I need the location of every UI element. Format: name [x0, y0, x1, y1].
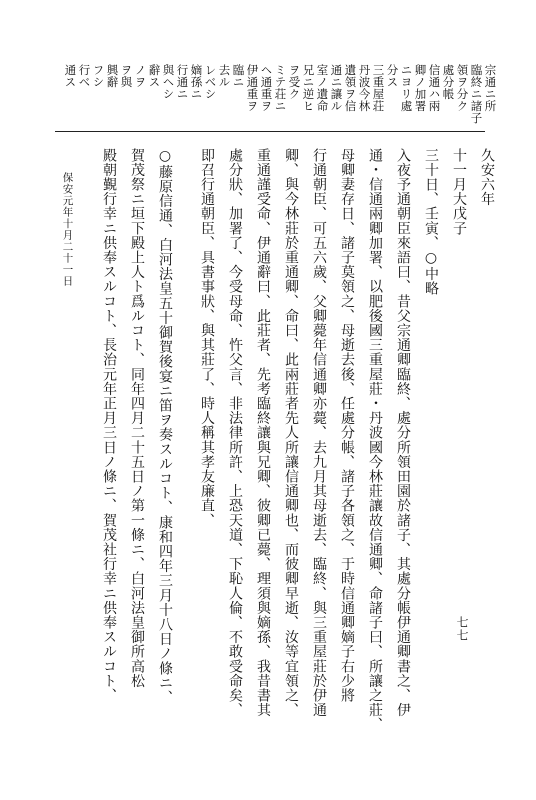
header-annotation: 通ス — [63, 64, 78, 88]
header-annotation: ノヲ — [133, 64, 148, 88]
header-annotation: 臨終ニ諸子 — [469, 64, 484, 124]
text-line-note: 賀茂祭ニ垣下殿上人ト爲ルコト、同年四月二十五日ノ第一條ニ、白河法皇御所高松 — [129, 148, 145, 689]
header-annotation: 處分帳 — [441, 64, 456, 100]
header-annotation: 卿ノ加署 — [413, 64, 428, 112]
header-annotation: ミテ荘ニ — [273, 64, 288, 112]
page-number: 七七 — [455, 616, 469, 642]
header-annotation: 遺領ヲ信 — [343, 64, 358, 112]
header-annotation: 宗通ニ所 — [483, 64, 498, 112]
header-annotation: 通ニ讓ル — [329, 64, 344, 112]
header-annotation: ヲ與 — [119, 64, 134, 88]
header-annotation: ニヨリ處 — [399, 64, 414, 112]
header-annotation: 室ノ遺命 — [315, 64, 330, 112]
text-line-note: 殿朝覲行幸ニ供奉スルコト、長治元年正月三日ノ條ニ、賀茂社行幸ニ供奉スルコト、 — [101, 148, 117, 703]
text-line: 通・信通兩卿加署、以肥後國三重屋莊・丹波國今林莊讓故信通卿、命諸子曰、所讓之莊、 — [367, 148, 383, 732]
text-line: 處分狀、加署了、今受母命、忤父言、非法律所許、上恐天道、下恥人倫、不敢受命矣、 — [227, 148, 243, 718]
header-annotation: 領ヲ分ク — [455, 64, 470, 112]
text-line-month: 十一月大戊子 — [451, 148, 467, 236]
header-annotation: 兄ニ逆ヒ — [301, 64, 316, 112]
text-line: 母卿妻存日、諸子莫領之、母逝去後、任處分帳、諸子各領之、于時信通卿嫡子右少將 — [339, 148, 355, 703]
header-annotation: ヘ通重ヲ — [259, 64, 274, 112]
text-line-note: ○藤原信通、白河法皇五十御賀後宴ニ笛ヲ奏スルコト、康和四年三月十八日ノ條ニ、 — [157, 148, 173, 705]
text-line: 卿、與今林莊於重通卿、命曰、此兩莊者先人所讓信通卿也、而彼卿早逝、汝等宜領之、 — [283, 148, 299, 718]
header-annotation: 伊通重ヲ — [245, 64, 260, 112]
text-line: 行通朝臣、可五六歲、父卿薨年信通卿亦薨、去九月其母逝去、臨終、與三重屋莊於伊通 — [311, 148, 327, 718]
header-annotation: 臨ニ — [231, 64, 246, 88]
header-annotation: 信通ハ兩 — [427, 64, 442, 112]
text-line: 即召行通朝臣、具書事狀、與其莊了、時人稱其孝友廉直、 — [199, 148, 215, 528]
header-annotation: 嫡孫ニ — [189, 64, 204, 100]
header-annotation: フシ — [91, 64, 106, 88]
running-header: 保安元年十月二十一日 — [61, 172, 74, 287]
header-annotation: 丹波今林 — [357, 64, 372, 112]
text-line-day: 三十日、壬寅、○中略 — [423, 148, 439, 296]
header-annotation: 分ス — [385, 64, 400, 88]
header-annotation: 行ベ — [77, 64, 92, 88]
text-line-era: 久安六年 — [479, 148, 495, 207]
header-annotation: 辭ス — [147, 64, 162, 88]
header-annotation: 與ヘシ — [161, 64, 176, 100]
header-annotation: 三重屋荘 — [371, 64, 386, 112]
header-annotation: レベシ — [203, 64, 218, 100]
header-annotation: 興辭 — [105, 64, 120, 88]
text-line: 重通謹受命、伊通辭曰、此莊者、先考臨終讓與兄卿、彼卿已薨、理須與嫡孫、我昔書其 — [255, 148, 271, 718]
header-annotation: 去ル — [217, 64, 232, 88]
header-annotation: 行通ニ — [175, 64, 190, 100]
header-rule — [55, 131, 485, 132]
header-annotation: ヲ受ク — [287, 64, 302, 100]
text-line: 入夜予通朝臣來語曰、昔父宗通卿臨終、處分所領田園於諸子、其處分帳伊通卿書之、伊 — [395, 148, 411, 718]
